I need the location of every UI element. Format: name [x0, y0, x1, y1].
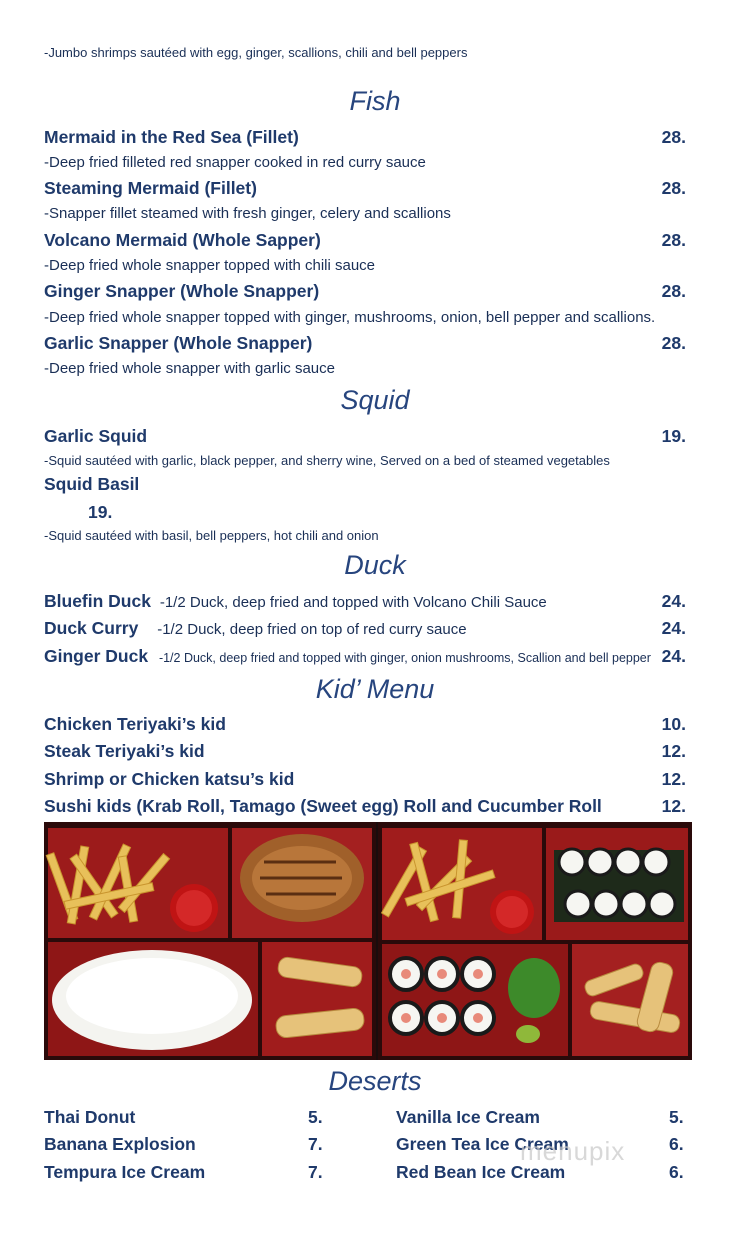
item-description: -Deep fried whole snapper with garlic sauce: [44, 360, 335, 377]
item-description: -Deep fried whole snapper topped with chili sauce: [44, 257, 376, 274]
section-title-duck: Duck: [344, 550, 406, 580]
item-price: 19.: [88, 502, 113, 522]
dessert-name: Banana Explosion: [44, 1134, 196, 1154]
dessert-name: Thai Donut: [44, 1107, 136, 1127]
dessert-price: 6.: [669, 1134, 684, 1154]
item-name: Volcano Mermaid (Whole Sapper): [44, 230, 321, 250]
dessert-name: Red Bean Ice Cream: [396, 1162, 566, 1182]
dessert-name: Green Tea Ice Cream: [396, 1134, 569, 1154]
dessert-price: 7.: [308, 1162, 323, 1182]
item-description: -Deep fried whole snapper topped with ginger, mushrooms, onion, bell pepper and scallions.: [44, 309, 656, 326]
item-description: -Snapper fillet steamed with fresh ginger, celery and scallions: [44, 205, 451, 222]
item-name: Ginger Snapper (Whole Snapper): [44, 281, 320, 301]
dessert-name: Tempura Ice Cream: [44, 1162, 206, 1182]
item-name: Garlic Snapper (Whole Snapper): [44, 333, 313, 353]
menupix-watermark: menupix: [520, 1136, 626, 1166]
intro-description: -Jumbo shrimps sautéed with egg, ginger, scallions, chili and bell peppers: [44, 45, 468, 60]
section-title-deserts: Deserts: [328, 1066, 422, 1096]
item-description: -Squid sautéed with garlic, black pepper, and sherry wine, Served on a bed of steamed vegetables: [44, 453, 610, 468]
item-name: Duck Curry: [44, 618, 139, 638]
item-name: Chicken Teriyaki’s kid: [44, 714, 226, 734]
item-price: 24.: [661, 591, 686, 611]
menu-item-kids-1: [44, 714, 686, 735]
menu-item-fish-1: [44, 127, 686, 148]
item-name: Steak Teriyaki’s kid: [44, 741, 205, 761]
item-price: 28.: [661, 333, 686, 353]
menu-item-duck-3: [44, 646, 686, 667]
menu-item-fish-4: [44, 281, 686, 302]
item-name: Steaming Mermaid (Fillet): [44, 178, 257, 198]
menu-item-duck-2: [44, 618, 686, 639]
menu-item-duck-1: [44, 591, 686, 612]
item-name: Sushi kids (Krab Roll, Tamago (Sweet egg) Roll and Cucumber Roll: [44, 796, 602, 816]
item-price: 12.: [661, 796, 686, 816]
item-price: 24.: [661, 618, 686, 638]
menu-item-kids-3: [44, 769, 686, 790]
item-description: -1/2 Duck, deep fried on top of red curry sauce: [157, 621, 467, 638]
item-description: -Squid sautéed with basil, bell peppers, hot chili and onion: [44, 528, 379, 543]
dessert-price: 7.: [308, 1134, 323, 1154]
item-price: 28.: [661, 230, 686, 250]
item-description: -Deep fried filleted red snapper cooked in red curry sauce: [44, 154, 426, 171]
item-price: 12.: [661, 741, 686, 761]
item-description: -1/2 Duck, deep fried and topped with ginger, onion mushrooms, Scallion and bell pepper: [158, 651, 651, 665]
section-title-squid: Squid: [340, 385, 410, 415]
item-price: 28.: [661, 127, 686, 147]
item-price: 10.: [661, 714, 686, 734]
item-name: Squid Basil: [44, 474, 140, 494]
menu-item-fish-2: [44, 178, 686, 199]
bento-illustration: [44, 822, 692, 1060]
section-title-fish: Fish: [349, 86, 401, 116]
kids-bento-photo: [44, 822, 692, 1060]
item-price: 28.: [661, 178, 686, 198]
item-name: Shrimp or Chicken katsu’s kid: [44, 769, 295, 789]
menu-item-squid-2: [44, 474, 686, 495]
menu-item-kids-4: [44, 796, 686, 817]
dessert-price: 5.: [308, 1107, 323, 1127]
item-price: 28.: [661, 281, 686, 301]
item-description: -1/2 Duck, deep fried and topped with Volcano Chili Sauce: [159, 594, 547, 611]
item-price: 12.: [661, 769, 686, 789]
dessert-price: 5.: [669, 1107, 684, 1127]
menu-item-squid-1: [44, 426, 686, 447]
item-price: 19.: [661, 426, 686, 446]
menu-item-fish-3: [44, 230, 686, 251]
item-name: Bluefin Duck: [44, 591, 151, 611]
dessert-price: 6.: [669, 1162, 684, 1182]
dessert-name: Vanilla Ice Cream: [396, 1107, 540, 1127]
menu-item-kids-2: [44, 741, 686, 762]
item-name: Mermaid in the Red Sea (Fillet): [44, 127, 299, 147]
menu-item-fish-5: [44, 333, 686, 354]
item-name: Ginger Duck: [44, 646, 149, 666]
item-price: 24.: [661, 646, 686, 666]
section-title-kids: Kid’ Menu: [315, 674, 435, 704]
item-name: Garlic Squid: [44, 426, 148, 446]
